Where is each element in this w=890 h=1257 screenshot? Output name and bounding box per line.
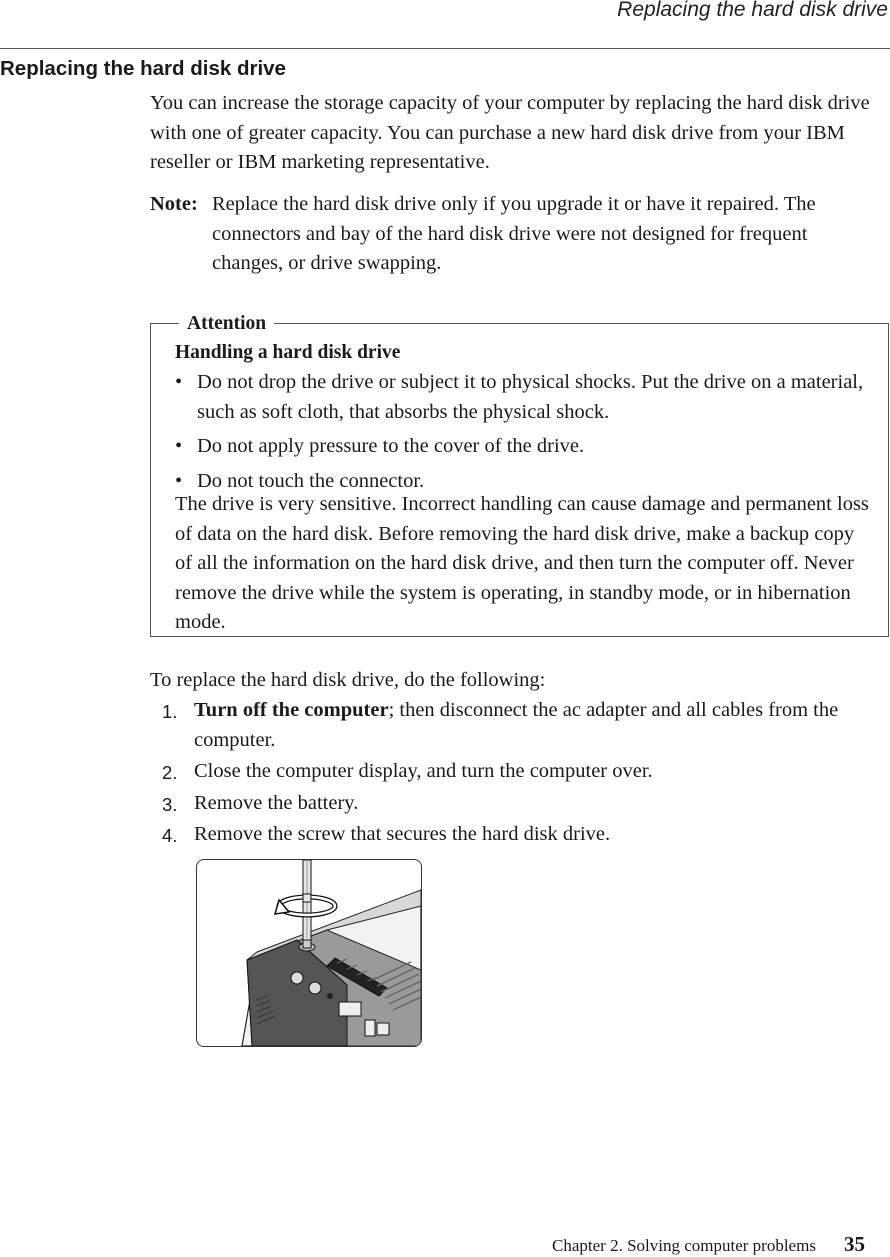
bullet-icon: •	[175, 371, 183, 393]
step-number: 1.	[162, 701, 178, 722]
step-text: Remove the battery.	[194, 791, 359, 814]
attention-box	[150, 313, 889, 637]
attention-bullet-list	[175, 368, 875, 501]
note-block	[150, 190, 880, 279]
attention-label: Attention	[179, 312, 274, 336]
step-number: 3.	[162, 793, 178, 815]
attention-heading: Handling a hard disk drive	[175, 342, 401, 363]
section-title: Replacing the hard disk drive	[0, 57, 286, 80]
step-bold-text: Turn off the computer	[194, 699, 389, 721]
step-number: 2.	[162, 762, 178, 783]
running-header-title: Replacing the hard disk drive	[617, 0, 888, 21]
header-rule	[0, 48, 890, 49]
step-number: 4.	[162, 825, 178, 846]
procedure-step	[150, 696, 880, 755]
bullet-icon: •	[175, 435, 183, 457]
laptop-bottom-drawing	[197, 860, 421, 1046]
footer-page-number: 35	[843, 1232, 865, 1256]
attention-bullet-item	[175, 368, 875, 427]
attention-bullet-text: Do not touch the connector.	[197, 469, 425, 492]
procedure-steps	[150, 696, 880, 852]
attention-bullet-text: Do not apply pressure to the cover of the drive.	[197, 435, 585, 457]
procedure-step	[150, 820, 880, 850]
screwdriver-removing-screw-illustration	[196, 859, 422, 1047]
step-text: Close the computer display, and turn the computer over.	[194, 760, 653, 782]
attention-bullet-item	[175, 432, 875, 462]
intro-paragraph: You can increase the storage capacity of your computer by replacing the hard disk drive with one of greater capacity. You can purchase a new hard disk drive from your IBM reseller or IBM marketing representative.	[150, 92, 870, 173]
note-text: Replace the hard disk drive only if you upgrade it or have it repaired. The connectors and bay of the hard disk drive were not designed for frequent changes, or drive swapping.	[212, 193, 816, 274]
page-footer	[552, 1232, 865, 1257]
attention-paragraph: The drive is very sensitive. Incorrect handling can cause damage and permanent loss of data on the hard disk. Before removing the hard disk drive, make a backup copy of all the information on the hard disk drive, and then turn the computer off. Never remove the drive while the system is operating, in standby mode, or in hibernation mode.	[175, 493, 869, 633]
bullet-icon: •	[175, 469, 183, 492]
note-label: Note:	[150, 193, 198, 215]
attention-bullet-text: Do not drop the drive or subject it to physical shocks. Put the drive on a material, such as soft cloth, that absorbs the physical shock.	[197, 371, 864, 423]
procedure-step	[150, 757, 880, 787]
procedure-intro: To replace the hard disk drive, do the following:	[150, 669, 546, 691]
footer-chapter: Chapter 2. Solving computer problems	[552, 1236, 816, 1255]
step-text: Remove the screw that secures the hard disk drive.	[194, 823, 611, 845]
procedure-step	[150, 789, 880, 819]
step-text: ; then disconnect the ac adapter and all cables from the computer.	[194, 699, 839, 751]
